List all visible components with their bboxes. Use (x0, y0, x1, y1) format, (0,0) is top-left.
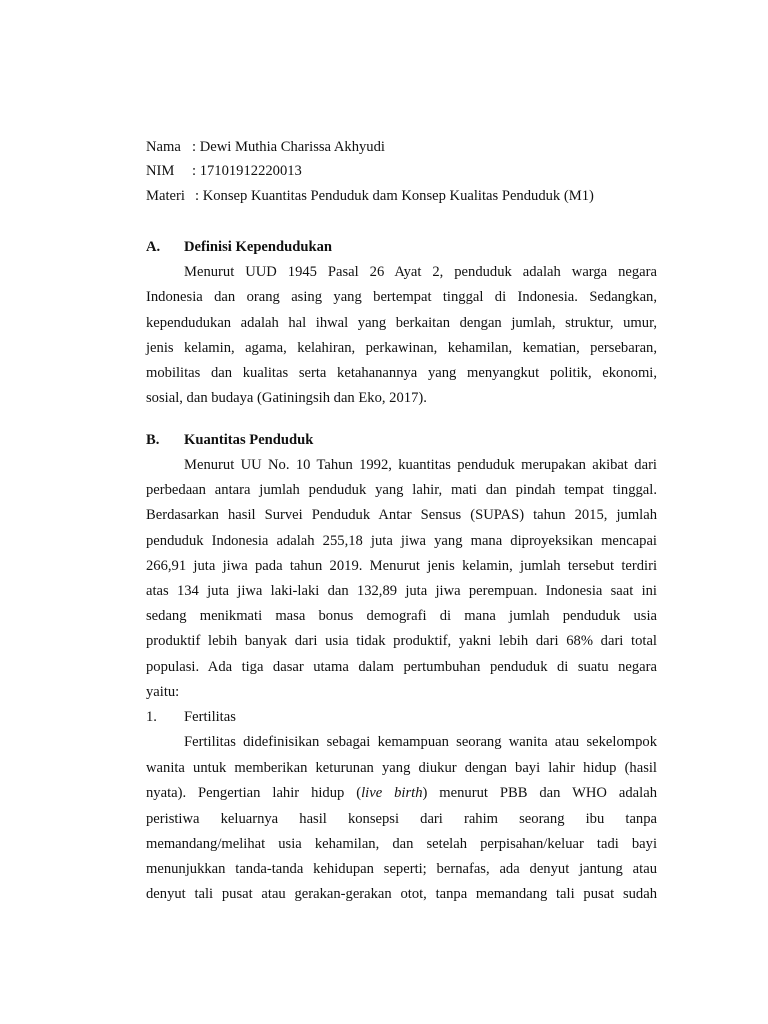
name-value: : Dewi Muthia Charissa Akhyudi (192, 139, 385, 155)
name-line (146, 138, 385, 156)
item-1-line3-pre: nyata). Pengertian lahir hidup ( (146, 785, 362, 801)
item-1-line: wanita untuk memberikan keturunan yang diukur dengan bayi lahir hidup (hasil (146, 760, 657, 776)
item-1-line (146, 784, 657, 802)
nim-line (146, 162, 302, 180)
section-b-title: Kuantitas Penduduk (184, 432, 314, 448)
item-1-line: menunjukkan tanda-tanda kehidupan seperti; bernafas, ada denyut jantung atau (146, 861, 657, 877)
section-a-number: A. (146, 239, 161, 255)
item-1-line3-post: ) menurut PBB dan WHO adalah (422, 785, 657, 801)
item-1-number: 1. (146, 709, 157, 725)
item-1-line: memandang/melihat usia kehamilan, dan setelah perpisahan/keluar tadi bayi (146, 836, 657, 852)
section-b-line: Berdasarkan hasil Survei Penduduk Antar Sensus (SUPAS) tahun 2015, jumlah (146, 507, 657, 523)
section-b-number: B. (146, 432, 160, 448)
section-b-line: produktif lebih banyak dari usia tidak produktif, yakni lebih dari 68% dari total (146, 633, 657, 649)
name-label: Nama (146, 139, 181, 155)
materi-line (146, 187, 594, 205)
materi-value: : Konsep Kuantitas Penduduk dam Konsep Kualitas Penduduk (M1) (195, 188, 594, 204)
section-a-line: Menurut UUD 1945 Pasal 26 Ayat 2, penduduk adalah warga negara (184, 264, 657, 280)
section-a-line: sosial, dan budaya (Gatiningsih dan Eko, 2017). (146, 390, 427, 406)
materi-label: Materi (146, 188, 185, 204)
section-a-title: Definisi Kependudukan (184, 239, 333, 255)
live-birth-term: live birth (361, 785, 423, 801)
section-b-line: penduduk Indonesia adalah 255,18 juta jiwa yang mana diproyeksikan mencapai (146, 533, 657, 549)
section-b-line: 266,91 juta jiwa pada tahun 2019. Menurut jenis kelamin, jumlah tersebut terdiri (146, 558, 657, 574)
section-b-line: Menurut UU No. 10 Tahun 1992, kuantitas penduduk merupakan akibat dari (184, 457, 657, 473)
section-a-line: kependudukan adalah hal ihwal yang berkaitan dengan jumlah, struktur, umur, (146, 315, 657, 331)
section-a-line: mobilitas dan kualitas serta ketahanannya yang menyangkut politik, ekonomi, (146, 365, 657, 381)
item-1-heading (146, 708, 236, 726)
nim-value: : 17101912220013 (192, 163, 302, 179)
section-a-line: jenis kelamin, agama, kelahiran, perkawinan, kehamilan, kematian, persebaran, (146, 340, 657, 356)
section-a-line: Indonesia dan orang asing yang bertempat tinggal di Indonesia. Sedangkan, (146, 289, 657, 305)
item-1-line: peristiwa keluarnya hasil konsepsi dari rahim seorang ibu tanpa (146, 811, 657, 827)
section-b-line: sedang menikmati masa bonus demografi di mana jumlah penduduk usia (146, 608, 657, 624)
section-b-line: atas 134 juta jiwa laki-laki dan 132,89 juta jiwa perempuan. Indonesia saat ini (146, 583, 657, 599)
section-a-heading (146, 238, 332, 256)
item-1-line: denyut tali pusat atau gerakan-gerakan otot, tanpa memandang tali pusat sudah (146, 886, 657, 902)
section-b-line: perbedaan antara jumlah penduduk yang lahir, mati dan pindah tempat tinggal. (146, 482, 657, 498)
nim-label: NIM (146, 163, 175, 179)
section-b-heading (146, 431, 313, 449)
section-b-line: yaitu: (146, 684, 180, 700)
section-b-line: populasi. Ada tiga dasar utama dalam pertumbuhan penduduk di suatu negara (146, 659, 657, 675)
item-1-line: Fertilitas didefinisikan sebagai kemampuan seorang wanita atau sekelompok (184, 734, 657, 750)
item-1-title: Fertilitas (184, 709, 236, 725)
